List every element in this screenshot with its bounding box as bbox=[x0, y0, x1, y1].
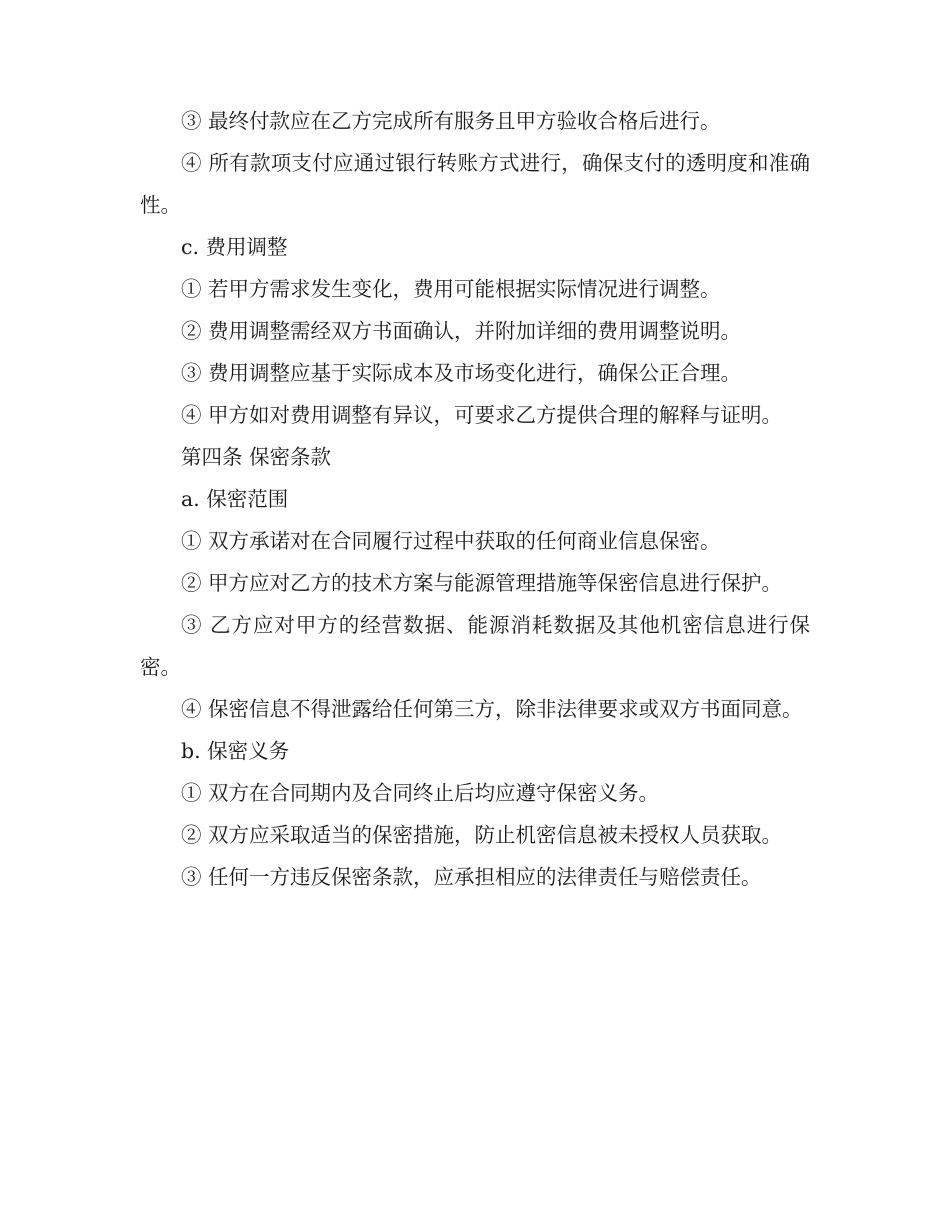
article-heading: 第四条 保密条款 bbox=[181, 445, 332, 469]
clause-item: ② 费用调整需经双方书面确认，并附加详细的费用调整说明。 bbox=[181, 319, 742, 343]
clause-item: ④ 所有款项支付应通过银行转账方式进行，确保支付的透明度和准确性。 bbox=[140, 151, 810, 217]
subsection-heading: b. 保密义务 bbox=[181, 739, 290, 763]
clause-item: ③ 费用调整应基于实际成本及市场变化进行，确保公正合理。 bbox=[181, 361, 742, 385]
document-body bbox=[140, 100, 810, 898]
clause-item: ④ 保密信息不得泄露给任何第三方，除非法律要求或双方书面同意。 bbox=[181, 697, 803, 721]
clause-item: ③ 乙方应对甲方的经营数据、能源消耗数据及其他机密信息进行保密。 bbox=[140, 613, 810, 679]
clause-item: ② 甲方应对乙方的技术方案与能源管理措施等保密信息进行保护。 bbox=[181, 571, 783, 595]
clause-item: ③ 最终付款应在乙方完成所有服务且甲方验收合格后进行。 bbox=[181, 109, 721, 133]
subsection-heading: a. 保密范围 bbox=[181, 487, 289, 511]
clause-item: ② 双方应采取适当的保密措施，防止机密信息被未授权人员获取。 bbox=[181, 823, 783, 847]
clause-item: ③ 任何一方违反保密条款，应承担相应的法律责任与赔偿责任。 bbox=[181, 865, 762, 889]
clause-item: ① 双方承诺对在合同履行过程中获取的任何商业信息保密。 bbox=[181, 529, 721, 553]
clause-item: ④ 甲方如对费用调整有异议，可要求乙方提供合理的解释与证明。 bbox=[181, 403, 783, 427]
clause-item: ① 双方在合同期内及合同终止后均应遵守保密义务。 bbox=[181, 781, 660, 805]
subsection-heading: c. 费用调整 bbox=[181, 235, 288, 259]
clause-item: ① 若甲方需求发生变化，费用可能根据实际情况进行调整。 bbox=[181, 277, 721, 301]
